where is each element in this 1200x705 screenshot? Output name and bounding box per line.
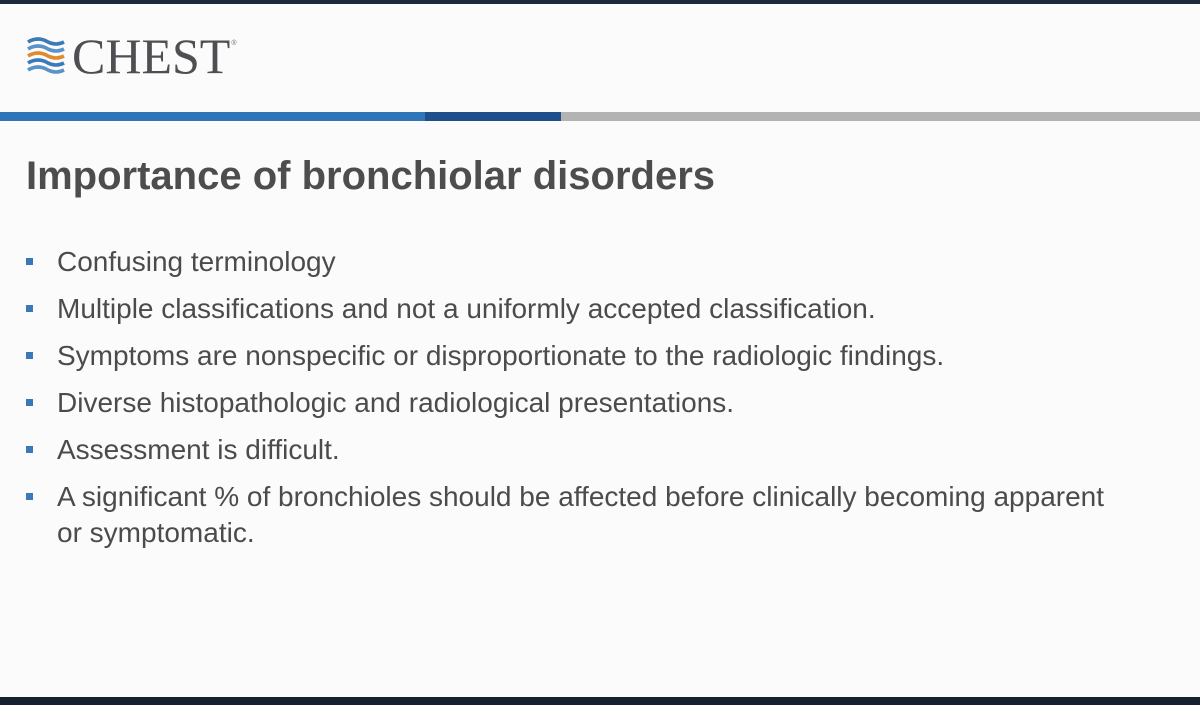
list-item [26, 291, 1126, 327]
bullet-text: Multiple classifications and not a uniformly accepted classification. [57, 293, 876, 324]
slide-title: Importance of bronchiolar disorders [26, 154, 716, 198]
bullet-text: A significant % of bronchioles should be affected before clinically becoming apparent or symptomatic. [57, 481, 1105, 548]
chest-logo [26, 28, 237, 84]
bullet-square-icon [26, 305, 33, 312]
top-edge-bar [0, 0, 1200, 4]
bullet-list [26, 244, 1126, 562]
header-rule [0, 112, 1200, 121]
rule-segment-blue [0, 112, 425, 121]
list-item [26, 385, 1126, 421]
bottom-edge-bar [0, 697, 1200, 705]
bullet-text: Diverse histopathologic and radiological presentations. [57, 387, 735, 418]
rule-segment-gray [561, 112, 1200, 121]
bullet-text: Assessment is difficult. [57, 434, 340, 465]
registered-mark: ® [231, 40, 237, 47]
list-item [26, 338, 1126, 374]
list-item [26, 244, 1126, 280]
list-item [26, 432, 1126, 468]
bullet-square-icon [26, 446, 33, 453]
bullet-text: Symptoms are nonspecific or disproportionate to the radiologic findings. [57, 340, 945, 371]
bullet-square-icon [26, 399, 33, 406]
bullet-square-icon [26, 258, 33, 265]
logo-wordmark: CHEST [72, 28, 231, 84]
rule-segment-dark-blue [425, 112, 561, 121]
bullet-square-icon [26, 352, 33, 359]
bullet-text: Confusing terminology [57, 246, 336, 277]
list-item [26, 479, 1126, 551]
chest-bands-icon [26, 34, 66, 78]
bullet-square-icon [26, 493, 33, 500]
